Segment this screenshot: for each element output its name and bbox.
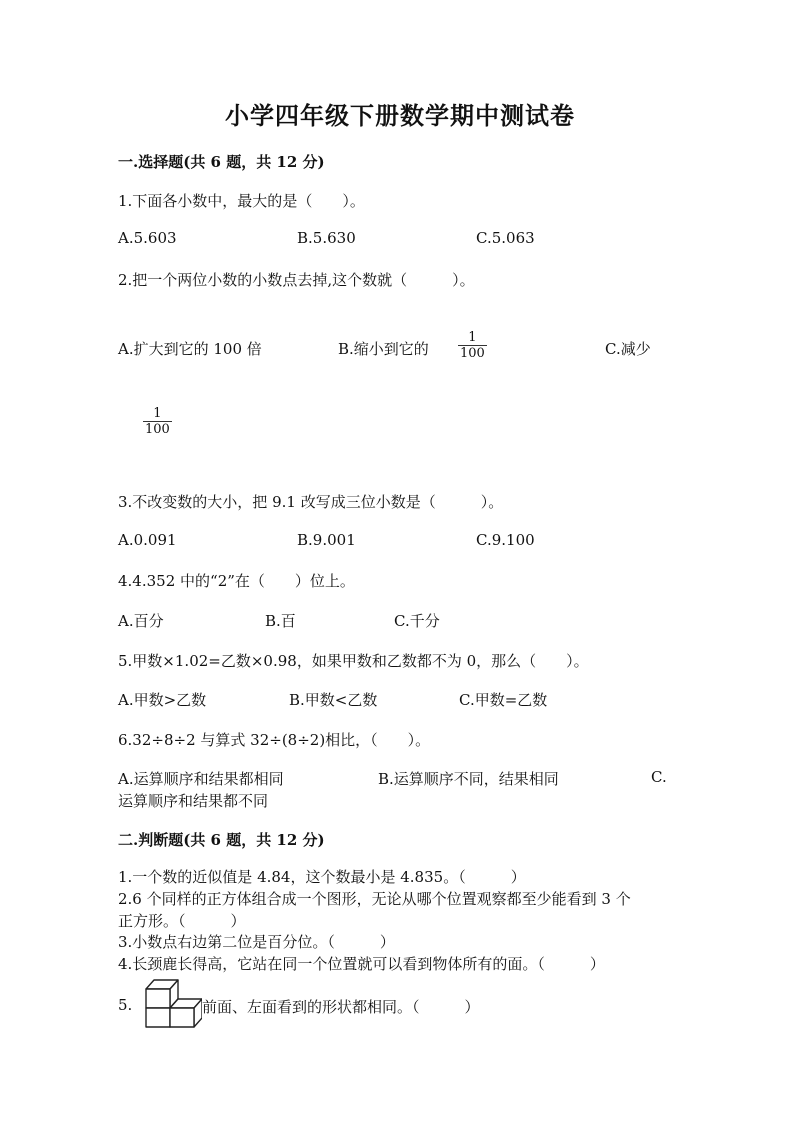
q6-option-c-text: 运算顺序和结果都不同: [118, 792, 269, 810]
q6-option-a: A.运算顺序和结果都相同: [118, 770, 284, 788]
q2-option-b: B.缩小到它的: [338, 340, 429, 358]
q6-option-c: C.: [651, 768, 667, 786]
cubes-figure-icon: [140, 975, 202, 1031]
q3-option-b: B.9.001: [297, 531, 356, 549]
q4-stem: 4.4.352 中的“2”在（ ）位上。: [118, 572, 355, 590]
section-2-heading: 二.判断题(共 6 题，共 12 分): [118, 831, 325, 849]
q2-option-c-fraction: [143, 406, 172, 437]
q3-option-c: C.9.100: [476, 531, 535, 549]
q6-option-b: B.运算顺序不同，结果相同: [378, 770, 559, 788]
page-title: 小学四年级下册数学期中测试卷: [225, 101, 575, 130]
q4-option-c: C.千分: [394, 612, 440, 630]
q2-option-b-fraction: [458, 330, 487, 361]
tf-item-3: 3.小数点右边第二位是百分位。（ ）: [118, 933, 395, 951]
tf-item-2: 2.6 个同样的正方体组合成一个图形，无论从哪个位置观察都至少能看到 3 个: [118, 890, 631, 908]
q1-option-c: C.5.063: [476, 229, 535, 247]
fraction-denominator: 100: [460, 346, 485, 361]
tf-item-5-number: 5.: [118, 996, 133, 1014]
q5-option-a: A.甲数>乙数: [118, 691, 207, 709]
q5-stem: 5.甲数×1.02=乙数×0.98，如果甲数和乙数都不为 0，那么（ ）。: [118, 652, 589, 670]
section-1-heading: 一.选择题(共 6 题，共 12 分): [118, 153, 325, 171]
q1-option-b: B.5.630: [297, 229, 356, 247]
q3-stem: 3.不改变数的大小，把 9.1 改写成三位小数是（ ）。: [118, 493, 504, 511]
q4-option-a: A.百分: [118, 612, 164, 630]
q5-option-b: B.甲数<乙数: [289, 691, 378, 709]
q2-option-c: C.减少: [605, 340, 651, 358]
fraction-numerator: 1: [153, 406, 162, 421]
q2-option-a: A.扩大到它的 100 倍: [118, 340, 262, 358]
q3-option-a: A.0.091: [118, 531, 177, 549]
tf-item-5-text: 前面、左面看到的形状都相同。（ ）: [202, 998, 480, 1016]
q2-stem: 2.把一个两位小数的小数点去掉,这个数就（ ）。: [118, 271, 475, 289]
tf-item-2-cont: 正方形。（ ）: [118, 912, 246, 930]
q5-option-c: C.甲数=乙数: [459, 691, 548, 709]
tf-item-4: 4.长颈鹿长得高，它站在同一个位置就可以看到物体所有的面。（ ）: [118, 955, 605, 973]
tf-item-1: 1.一个数的近似值是 4.84，这个数最小是 4.835。（ ）: [118, 868, 526, 886]
fraction-numerator: 1: [468, 330, 477, 345]
q6-stem: 6.32÷8÷2 与算式 32÷(8÷2)相比，（ ）。: [118, 731, 431, 749]
fraction-denominator: 100: [145, 422, 170, 437]
q1-stem: 1.下面各小数中，最大的是（ ）。: [118, 192, 365, 210]
q1-option-a: A.5.603: [118, 229, 177, 247]
q4-option-b: B.百: [265, 612, 296, 630]
